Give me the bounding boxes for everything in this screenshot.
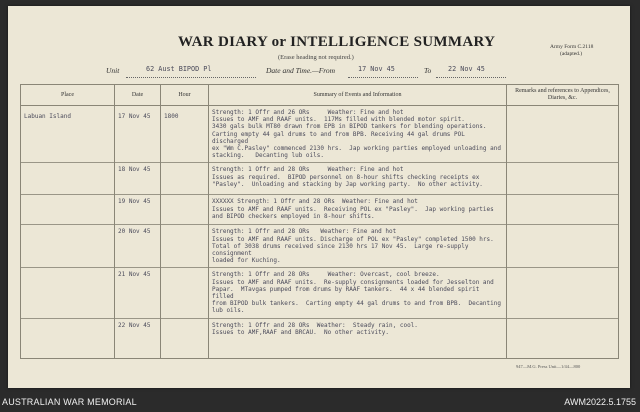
cell-hour [161,163,209,195]
cell-summary [209,106,507,163]
col-header-date: Date [115,85,161,106]
diary-table [20,84,619,359]
summary-text: Strength: 1 Offr and 28 ORs Weather: Overcast, cool breeze. Issues to AMF and RAAF units. Re-supply consignments loaded for Jesselton and Papar. MTavgas pumped from drums by RAAF tankers. 44 x 44 blended spirit filled from BIPOD bulk tankers. Carting empty 44 gal drums to and from BPB. Decanting lub oils. [212,271,501,315]
cell-hour [161,268,209,318]
printer-line: 947—M.G. Press Unit—1/44—800 [516,364,581,369]
cell-place [21,163,115,195]
cell-place: Labuan Island [21,106,115,163]
cell-remarks [507,106,619,163]
to-label: To [424,66,432,75]
cell-summary [209,195,507,225]
summary-text: Strength: 1 Offr and 26 ORs Weather: Fine and hot Issues to AMF and RAAF units. 117Ms filled with blended motor spirit. 3430 gals bulk MT80 drawn from EPB in BIPOD tankers for blending operations. Carting empty 44 gal drums to and from BPB. Receiving 44 gal drums POL discharged ex "Wm C.Pasley" commenced 2130 hrs. Jap working parties employed unloading and stacking. Decanting lub oils. [212,109,501,160]
erase-note: (Erase heading not required.) [278,54,354,61]
table-row [21,163,619,195]
cell-date: 22 Nov 45 [115,318,161,358]
cell-date: 21 Nov 45 [115,268,161,318]
table-row [21,195,619,225]
cell-hour [161,225,209,268]
cell-date: 20 Nov 45 [115,225,161,268]
cell-summary [209,318,507,358]
col-header-hour: Hour [161,85,209,106]
army-form-number: Army Form C.2118 [550,44,594,50]
cell-place [21,225,115,268]
page-title: WAR DIARY or INTELLIGENCE SUMMARY [178,34,496,50]
archive-credit: AUSTRALIAN WAR MEMORIAL [2,397,137,407]
date-time-field [266,66,335,80]
unit-value: 62 Aust BIPOD Pl [146,65,212,73]
date-time-label: Date and Time.—From [266,66,336,75]
cell-remarks [507,163,619,195]
cell-place [21,318,115,358]
unit-field [106,66,119,80]
cell-date: 18 Nov 45 [115,163,161,195]
table-row [21,268,619,318]
war-diary-sheet [8,6,630,388]
unit-label: Unit [106,66,120,75]
cell-summary [209,225,507,268]
cell-remarks [507,225,619,268]
summary-text: Strength: 1 Offr and 28 ORs Weather: Fine and hot Issues as required. BIPOD personnel on 8-hour shifts checking receipts ex "Pasley". Unloading and stacking by Jap working party. No other activity. [212,166,483,188]
date-to-value: 22 Nov 45 [448,65,485,73]
cell-remarks [507,195,619,225]
cell-place [21,195,115,225]
summary-text: Strength: 1 Offr and 28 ORs Weather: Steady rain, cool. Issues to AMF,RAAF and BRCAU. No other activity. [212,321,418,336]
date-from-value: 17 Nov 45 [358,65,395,73]
table-row [21,225,619,268]
cell-hour: 1800 [161,106,209,163]
cell-place [21,268,115,318]
cell-summary [209,163,507,195]
table-row [21,106,619,163]
summary-text: Strength: 1 Offr and 28 ORs Weather: Fine and hot Issues to AMF and RAAF units. Discharge of POL ex "Pasley" completed 1500 hrs. Total of 3038 drums received since 2130 hrs 17 Nov 45. Large re-supply consignment loaded for Kuching. [212,228,494,265]
cell-remarks [507,268,619,318]
cell-hour [161,195,209,225]
cell-remarks [507,318,619,358]
to-field [424,66,431,80]
cell-hour [161,318,209,358]
army-form-label [550,44,593,58]
col-header-remarks: Remarks and references to Appendices, Diaries, &c. [507,85,619,106]
army-form-adapted: (adapted.) [560,51,583,57]
diary-header-row [21,85,619,106]
summary-text: XXXXXX Strength: 1 Offr and 28 ORs Weather: Fine and hot Issues to AMF and RAAF units. Receiving POL ex "Pasley". Jap working parties and BIPOD checkers employed in 8-hour shifts. [212,198,494,220]
cell-date: 17 Nov 45 [115,106,161,163]
col-header-summary: Summary of Events and Information [209,85,507,106]
accession-number: AWM2022.5.1755 [564,397,636,407]
cell-date: 19 Nov 45 [115,195,161,225]
table-row [21,318,619,358]
col-header-place: Place [21,85,115,106]
cell-summary [209,268,507,318]
